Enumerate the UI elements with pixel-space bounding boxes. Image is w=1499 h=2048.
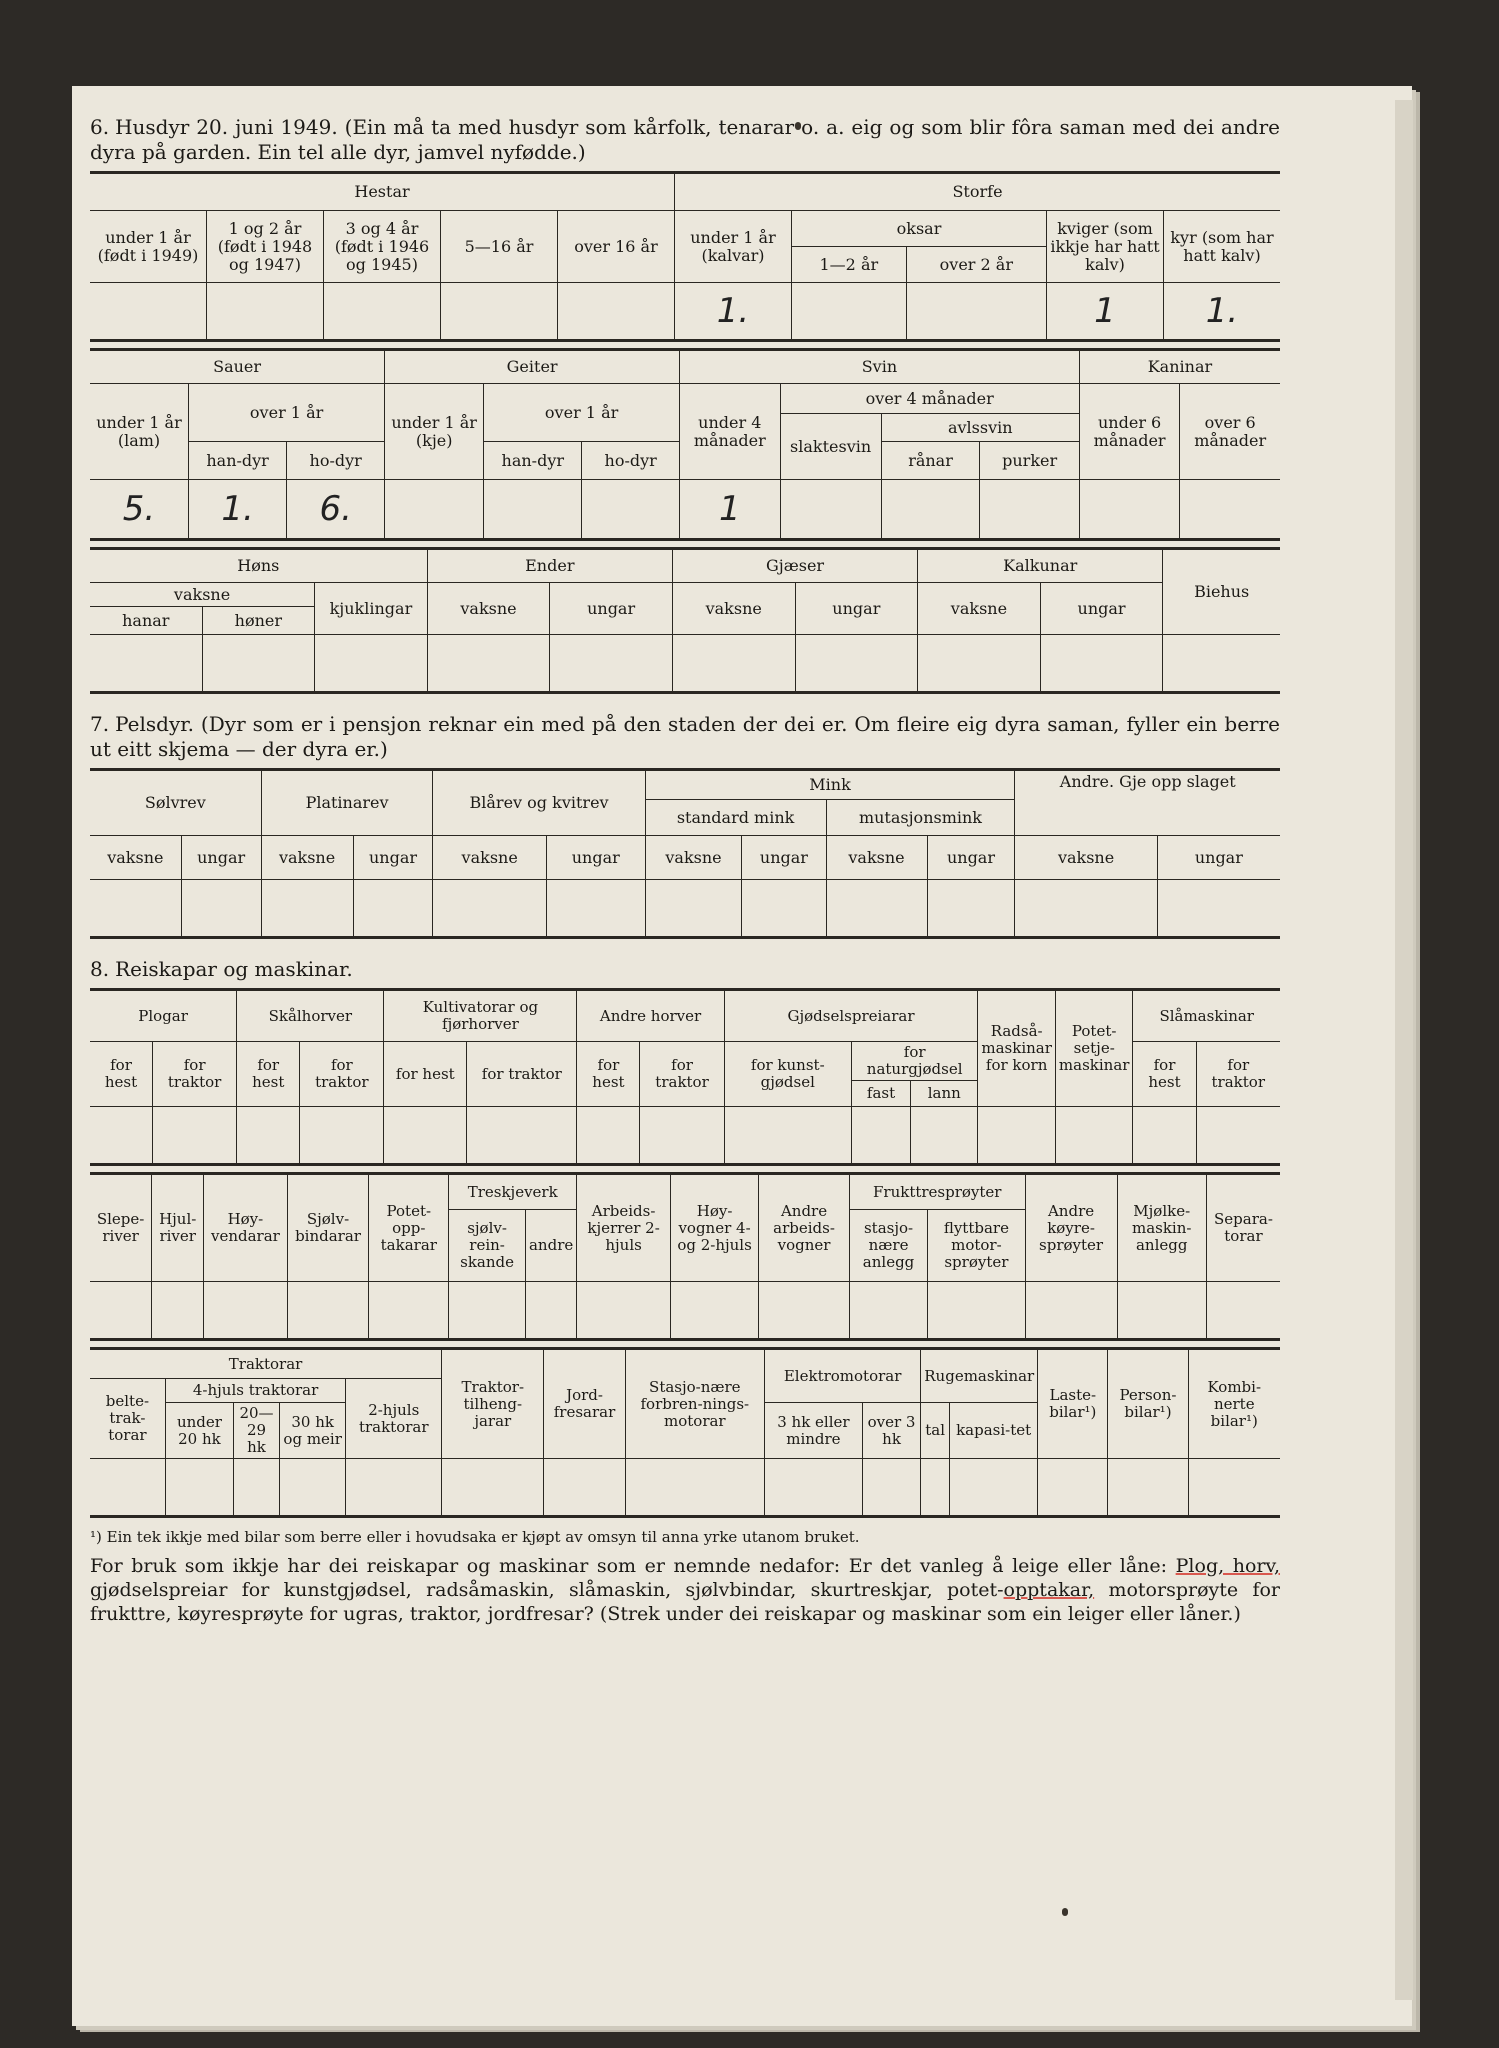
col-potetopptakarar: Potet-opp-takarar [369, 1174, 449, 1282]
col-lastebilar: Laste-bilar¹) [1038, 1349, 1108, 1459]
cell[interactable] [577, 1107, 640, 1165]
cell[interactable] [324, 283, 441, 341]
col-potetsetjemaskinar: Potet-setje-maskinar [1055, 990, 1133, 1107]
cell[interactable] [237, 1107, 300, 1165]
col-ungar: ungar [353, 836, 433, 880]
header-traktorar: Traktorar [90, 1349, 442, 1379]
col-30hk-og-meir: 30 hk og meir [279, 1403, 345, 1459]
cell[interactable] [550, 635, 673, 693]
col-traktortilhengjarar: Traktor-tilheng-jarar [442, 1349, 544, 1459]
col-vaksne: vaksne [645, 836, 742, 880]
cell[interactable] [300, 1107, 384, 1165]
bottom-note: For bruk som ikkje har dei reiskapar og maskinar som er nemnde nedafor: Er det vanleg å leige eller låne: Plog, horv, gjødselspreiar for kunstgjødsel, radsåmaskin, slåmaskin, sjølvbindar, skurtreskjar, potet-opptakar, motorsprøyte for frukttre, køyresprøyte for ugras, traktor, jordfresar? (Strek under dei reiskapar og maskinar som ein leiger eller låner.) [90, 1555, 1280, 1625]
col-for-hest: for hest [90, 1042, 153, 1107]
col-hjulriver: Hjul-river [152, 1174, 204, 1282]
col-mjolkemaskinanlegg: Mjølke-maskin-anlegg [1117, 1174, 1206, 1282]
col-flyttbare-motorsproyter: flyttbare motor-sprøyter [928, 1210, 1025, 1282]
cell[interactable] [1196, 1107, 1280, 1165]
cell[interactable] [315, 635, 428, 693]
col-20-29hk: 20—29 hk [234, 1403, 280, 1459]
col-for-traktor: for traktor [467, 1042, 577, 1107]
col-biehus: Biehus [1163, 549, 1280, 635]
header-mink: Mink [645, 770, 1015, 800]
col-oksar-o2: over 2 år [906, 247, 1046, 283]
col-sjolvreinskande: sjølv-rein-skande [449, 1210, 526, 1282]
col-geit-han: han-dyr [484, 442, 582, 480]
sau-geit-svin-table [90, 348, 1280, 541]
cell[interactable] [950, 1459, 1038, 1517]
col-beltetraktorar: belte-trak-torar [90, 1379, 165, 1459]
cell[interactable] [467, 1107, 577, 1165]
col-personbilar: Person-bilar¹) [1108, 1349, 1188, 1459]
col-for-hest: for hest [577, 1042, 640, 1107]
col-andre-koyresproyter: Andre køyre-sprøyter [1025, 1174, 1117, 1282]
cell[interactable] [862, 1459, 920, 1517]
reiskap-table-3 [90, 1347, 1280, 1518]
col-kalvar: under 1 år (kalvar) [675, 211, 792, 283]
header-plogar: Plogar [90, 990, 237, 1042]
cell[interactable] [978, 1107, 1056, 1165]
cell[interactable] [441, 283, 558, 341]
cell[interactable] [558, 283, 675, 341]
header-kultivatorar: Kultivatorar og fjørhorver [384, 990, 577, 1042]
col-hoyvendarar: Høy-vendarar [204, 1174, 287, 1282]
col-ender-vaksne: vaksne [427, 583, 550, 635]
cell[interactable] [826, 880, 927, 938]
header-hons: Høns [90, 549, 427, 583]
cell[interactable] [384, 1107, 467, 1165]
col-stasjonaere-anlegg: stasjo-nære anlegg [849, 1210, 927, 1282]
pelsdyr-table [90, 768, 1280, 939]
cell[interactable] [90, 1459, 165, 1517]
cell[interactable] [1055, 1107, 1133, 1165]
underlined-plog-horv: Plog, horv, [1175, 1555, 1280, 1577]
header-mutasjonsmink: mutasjonsmink [826, 800, 1015, 836]
cell-kyr-value[interactable]: 1. [1164, 283, 1281, 341]
col-hest-o16: over 16 år [558, 211, 675, 283]
col-ender-ungar: ungar [550, 583, 673, 635]
cell[interactable] [204, 1282, 287, 1340]
cell[interactable] [202, 635, 315, 693]
section-8-title: Reiskapar og maskinar. [115, 957, 353, 981]
col-radsamaskinar: Radså-maskinar for korn [978, 990, 1056, 1107]
cell[interactable] [442, 1459, 544, 1517]
cell[interactable] [1038, 1459, 1108, 1517]
header-kalkunar: Kalkunar [918, 549, 1163, 583]
paper-mark [1062, 1908, 1068, 1916]
col-vaksne: vaksne [261, 836, 353, 880]
col-kalkunar-ungar: ungar [1040, 583, 1163, 635]
cell[interactable] [346, 1459, 442, 1517]
cell[interactable] [544, 1459, 625, 1517]
col-for-hest: for hest [1133, 1042, 1196, 1107]
col-for-naturgjodsel: for naturgjødsel [851, 1042, 977, 1081]
cell[interactable] [881, 480, 980, 540]
col-hest-3-4: 3 og 4 år (født i 1946 og 1945) [324, 211, 441, 283]
cell[interactable] [1180, 480, 1280, 540]
col-kan-u6: under 6 månader [1079, 384, 1180, 480]
cell-lam-value[interactable]: 5. [90, 480, 188, 540]
reiskap-table-1 [90, 988, 1280, 1166]
col-hanar: hanar [90, 607, 202, 635]
col-kan-o6: over 6 månader [1180, 384, 1280, 480]
col-vaksne: vaksne [1015, 836, 1157, 880]
cell[interactable] [625, 1459, 764, 1517]
hestar-storfe-table [90, 171, 1280, 342]
col-over-3hk: over 3 hk [862, 1403, 920, 1459]
cell[interactable] [645, 880, 742, 938]
col-jordfresarar: Jord-fresarar [544, 1349, 625, 1459]
cell[interactable] [165, 1459, 233, 1517]
header-ender: Ender [427, 549, 672, 583]
cell[interactable] [1015, 880, 1157, 938]
cell[interactable] [672, 635, 795, 693]
cell[interactable] [1206, 1282, 1280, 1340]
header-andre-pelsdyr: Andre. Gje opp slaget [1015, 770, 1280, 836]
col-kalkunar-vaksne: vaksne [918, 583, 1041, 635]
header-4-hjuls-traktorar: 4-hjuls traktorar [165, 1379, 346, 1403]
header-gjodselspreiarar: Gjødselspreiarar [724, 990, 978, 1042]
cell[interactable] [1163, 635, 1280, 693]
header-geiter: Geiter [385, 350, 680, 384]
col-3hk-eller-mindre: 3 hk eller mindre [765, 1403, 863, 1459]
cell[interactable] [742, 880, 826, 938]
col-ranar: rånar [881, 442, 980, 480]
col-andre-arbeidsvogner: Andre arbeids-vogner [759, 1174, 850, 1282]
col-arbeidskjerrer: Arbeids-kjerrer 2-hjuls [577, 1174, 671, 1282]
cell[interactable] [1079, 480, 1180, 540]
cell[interactable] [724, 1107, 851, 1165]
col-avlssvin: avlssvin [881, 414, 1079, 442]
col-sjolvbindarar: Sjølv-bindarar [287, 1174, 369, 1282]
cell-kalvar-value[interactable]: 1. [675, 283, 792, 341]
col-separatorar: Separa-torar [1206, 1174, 1280, 1282]
col-svin-o4: over 4 månader [780, 384, 1079, 414]
cell[interactable] [780, 480, 881, 540]
cell[interactable] [577, 1282, 671, 1340]
reiskap-table-2 [90, 1172, 1280, 1341]
col-fast: fast [851, 1081, 910, 1107]
col-hest-u1: under 1 år (født i 1949) [90, 211, 207, 283]
col-for-traktor: for traktor [153, 1042, 237, 1107]
col-sleperiver: Slepe-river [90, 1174, 152, 1282]
col-ungar: ungar [181, 836, 261, 880]
cell[interactable] [234, 1459, 280, 1517]
col-svin-u4: under 4 månader [680, 384, 781, 480]
cell[interactable] [765, 1459, 863, 1517]
cell[interactable] [1040, 635, 1163, 693]
cell[interactable] [385, 480, 484, 540]
col-gjaeser-vaksne: vaksne [672, 583, 795, 635]
cell[interactable] [427, 635, 550, 693]
header-svin: Svin [680, 350, 1080, 384]
col-oksar: oksar [792, 211, 1047, 247]
cell[interactable] [1117, 1282, 1206, 1340]
cell[interactable] [792, 283, 907, 341]
col-lam: under 1 år (lam) [90, 384, 188, 480]
cell[interactable] [640, 1107, 724, 1165]
header-rugemaskinar: Rugemaskinar [921, 1349, 1038, 1403]
col-kviger: kviger (som ikkje har hatt kalv) [1047, 211, 1164, 283]
header-treskjeverk: Treskjeverk [449, 1174, 577, 1210]
col-kapasitet: kapasi-tet [950, 1403, 1038, 1459]
cell[interactable] [1157, 880, 1280, 938]
header-kaninar: Kaninar [1079, 350, 1280, 384]
header-platinarev: Platinarev [261, 770, 433, 836]
cell[interactable] [918, 635, 1041, 693]
col-for-kunstgjodsel: for kunst-gjødsel [724, 1042, 851, 1107]
cell[interactable] [261, 880, 353, 938]
header-storfe: Storfe [675, 173, 1281, 211]
col-oksar-1-2: 1—2 år [792, 247, 907, 283]
form-content [90, 115, 1280, 1626]
col-sau-o1: over 1 år [188, 384, 384, 442]
col-ungar: ungar [546, 836, 645, 880]
cell[interactable] [484, 480, 582, 540]
cell[interactable] [1188, 1459, 1280, 1517]
col-vaksne: vaksne [433, 836, 546, 880]
cell-svin-u4-value[interactable]: 1 [680, 480, 781, 540]
col-honer: høner [202, 607, 315, 635]
col-2-hjuls-traktorar: 2-hjuls traktorar [346, 1379, 442, 1459]
cell[interactable] [911, 1107, 978, 1165]
col-purker: purker [980, 442, 1079, 480]
cell[interactable] [582, 480, 680, 540]
col-geit-ho: ho-dyr [582, 442, 680, 480]
cell[interactable] [90, 635, 202, 693]
col-ungar: ungar [742, 836, 826, 880]
header-skalhorver: Skålhorver [237, 990, 384, 1042]
cell[interactable] [849, 1282, 927, 1340]
cell[interactable] [90, 880, 181, 938]
cell[interactable] [181, 880, 261, 938]
col-sau-han: han-dyr [188, 442, 286, 480]
cell-sau-han-value[interactable]: 1. [188, 480, 286, 540]
col-hest-1-2: 1 og 2 år (født i 1948 og 1947) [207, 211, 324, 283]
col-kyr: kyr (som har hatt kalv) [1164, 211, 1281, 283]
header-fruktresproyter: Frukttresprøyter [849, 1174, 1025, 1210]
cell[interactable] [795, 635, 918, 693]
cell[interactable] [287, 1282, 369, 1340]
col-lann: lann [911, 1081, 978, 1107]
header-slamaskinar: Slåmaskinar [1133, 990, 1280, 1042]
col-for-traktor: for traktor [1196, 1042, 1280, 1107]
header-sauer: Sauer [90, 350, 385, 384]
header-andre-horver: Andre horver [577, 990, 724, 1042]
cell[interactable] [207, 283, 324, 341]
col-under-20hk: under 20 hk [165, 1403, 233, 1459]
cell[interactable] [759, 1282, 850, 1340]
section-8-heading: 8. Reiskapar og maskinar. [90, 957, 353, 981]
col-for-hest: for hest [384, 1042, 467, 1107]
cell[interactable] [928, 1282, 1025, 1340]
col-kjuklingar: kjuklingar [315, 583, 428, 635]
cell[interactable] [927, 880, 1015, 938]
cell[interactable] [525, 1282, 576, 1340]
col-kje: under 1 år (kje) [385, 384, 484, 480]
col-ungar: ungar [927, 836, 1015, 880]
cell[interactable] [670, 1282, 758, 1340]
cell[interactable] [449, 1282, 526, 1340]
col-forbrenningsmotorar: Stasjo-nære forbren-nings-motorar [625, 1349, 764, 1459]
col-vaksne: vaksne [826, 836, 927, 880]
page-edge [1395, 100, 1413, 2000]
col-hoyvogner: Høy-vogner 4- og 2-hjuls [670, 1174, 758, 1282]
col-sau-ho: ho-dyr [287, 442, 385, 480]
col-gjaeser-ungar: ungar [795, 583, 918, 635]
cell[interactable] [546, 880, 645, 938]
col-hest-5-16: 5—16 år [441, 211, 558, 283]
header-gjaeser: Gjæser [672, 549, 917, 583]
col-slaktesvin: slaktesvin [780, 414, 881, 480]
col-kombinerte-bilar: Kombi-nerte bilar¹) [1188, 1349, 1280, 1459]
cell[interactable] [980, 480, 1079, 540]
cell[interactable] [279, 1459, 345, 1517]
cell[interactable] [1025, 1282, 1117, 1340]
cell[interactable] [1108, 1459, 1188, 1517]
header-solvrev: Sølvrev [90, 770, 261, 836]
col-for-traktor: for traktor [300, 1042, 384, 1107]
col-for-traktor: for traktor [640, 1042, 724, 1107]
header-standard-mink: standard mink [645, 800, 826, 836]
col-tal: tal [921, 1403, 950, 1459]
footnote: ¹) Ein tek ikkje med bilar som berre eller i hovudsaka er kjøpt av omsyn til anna yrke utanom bruket. [90, 1528, 860, 1546]
fjorfe-table [90, 547, 1280, 694]
header-elektromotorar: Elektromotorar [765, 1349, 921, 1403]
cell[interactable] [906, 283, 1046, 341]
cell[interactable] [921, 1459, 950, 1517]
header-blarev: Blårev og kvitrev [433, 770, 645, 836]
col-ungar: ungar [1157, 836, 1280, 880]
underlined-opptakar: opptakar, [1003, 1579, 1095, 1601]
cell[interactable] [433, 880, 546, 938]
cell[interactable] [90, 1107, 153, 1165]
section-7-heading: 7. Pelsdyr. (Dyr som er i pensjon reknar ein med på den staden der dei er. Om fleire eig dyra saman, fyller ein berre ut eitt skjema — der dyra er.) [90, 712, 1280, 761]
cell-kviger-value[interactable]: 1 [1047, 283, 1164, 341]
col-hons-vaksne: vaksne [90, 583, 315, 607]
cell[interactable] [153, 1107, 237, 1165]
col-treskjeverk-andre: andre [525, 1210, 576, 1282]
cell[interactable] [90, 1282, 152, 1340]
col-vaksne: vaksne [90, 836, 181, 880]
cell[interactable] [1133, 1107, 1196, 1165]
cell[interactable] [353, 880, 433, 938]
cell[interactable] [90, 283, 207, 341]
section-6-heading: 6. Husdyr 20. juni 1949. (Ein må ta med husdyr som kårfolk, tenarar o. a. eig og som blir fôra saman med dei andre dyra på garden. Ein tel alle dyr, jamvel nyfødde.) [90, 115, 1280, 164]
section-6-title: Husdyr 20. juni 1949. (Ein må ta med husdyr som kårfolk, tenarar o. a. eig og som blir fôra saman med dei andre dyra på garden. Ein tel alle dyr, jamvel nyfødde.) [90, 115, 1280, 164]
col-for-hest: for hest [237, 1042, 300, 1107]
header-hestar: Hestar [90, 173, 675, 211]
cell[interactable] [369, 1282, 449, 1340]
cell-sau-ho-value[interactable]: 6. [287, 480, 385, 540]
section-7-title: Pelsdyr. (Dyr som er i pensjon reknar ein med på den staden der dei er. Om fleire eig dyra saman, fyller ein berre ut eitt skjema — der dyra er.) [90, 712, 1280, 761]
cell[interactable] [851, 1107, 910, 1165]
col-geit-o1: over 1 år [484, 384, 680, 442]
cell[interactable] [152, 1282, 204, 1340]
